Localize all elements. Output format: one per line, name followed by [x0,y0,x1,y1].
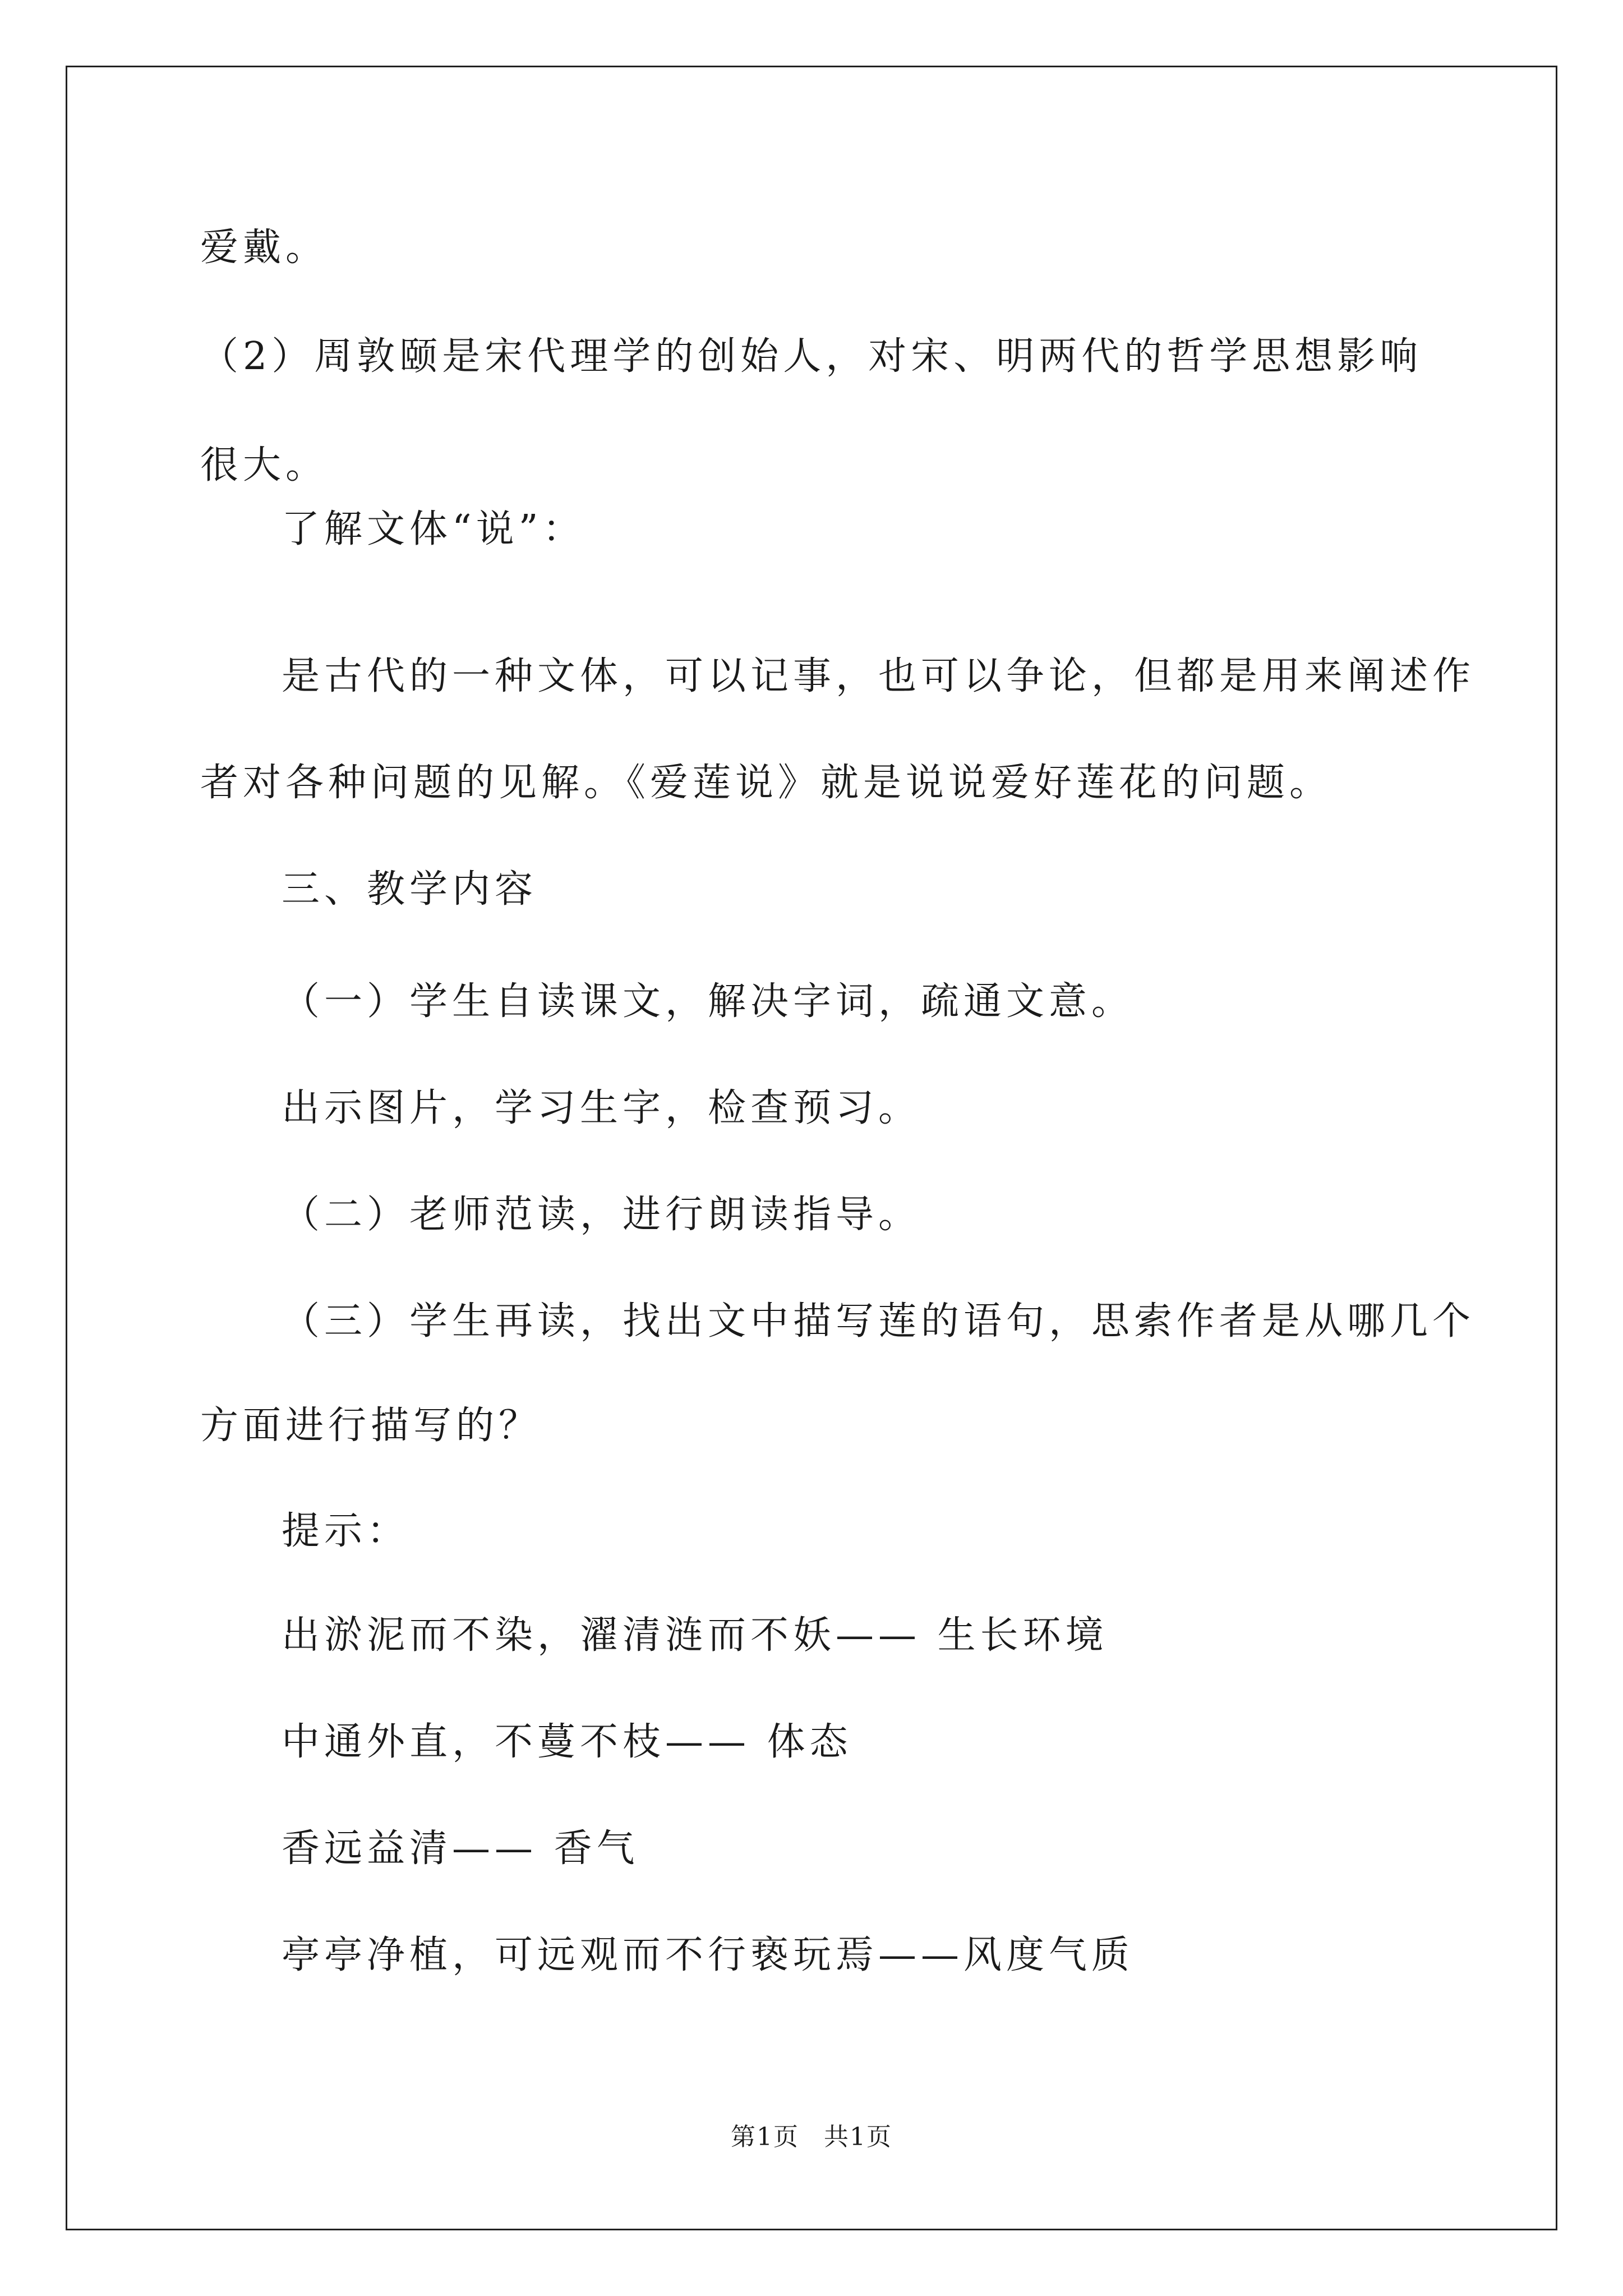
text-line: 很大。 [200,443,329,487]
text-line: （二）老师范读，进行朗读指导。 [282,1193,921,1237]
text-line: （一）学生自读课文，解决字词，疏通文意。 [282,979,1135,1024]
page-number: 第1页 [731,2123,799,2151]
text-line: 爱戴。 [200,226,329,270]
text-line: 出淤泥而不染，濯清涟而不妖—— 生长环境 [282,1613,1108,1658]
text-line: 方面进行描写的？ [200,1404,542,1448]
section-heading: 三、教学内容 [282,867,538,912]
text-line: 了解文体“说”： [282,507,585,551]
text-line: 中通外直，不蔓不枝—— 体态 [282,1720,852,1764]
text-line: 提示： [282,1509,410,1553]
text-line: 亭亭净植，可远观而不行亵玩焉——风度气质 [282,1933,1135,1977]
text-line: 者对各种问题的见解。《爱莲说》就是说说爱好莲花的问题。 [200,761,1332,805]
page-total: 共1页 [824,2123,892,2151]
text-line: （三）学生再读，找出文中描写莲的语句，思索作者是从哪几个 [282,1299,1476,1343]
text-line: 出示图片，学习生字，检查预习。 [282,1086,921,1130]
page-footer [0,2122,1623,2153]
page-border [66,66,1557,2230]
text-line: 香远益清—— 香气 [282,1826,639,1871]
text-line: （2）周敦颐是宋代理学的创始人，对宋、明两代的哲学思想影响 [200,334,1423,379]
text-line: 是古代的一种文体，可以记事，也可以争论，但都是用来阐述作 [282,654,1476,698]
